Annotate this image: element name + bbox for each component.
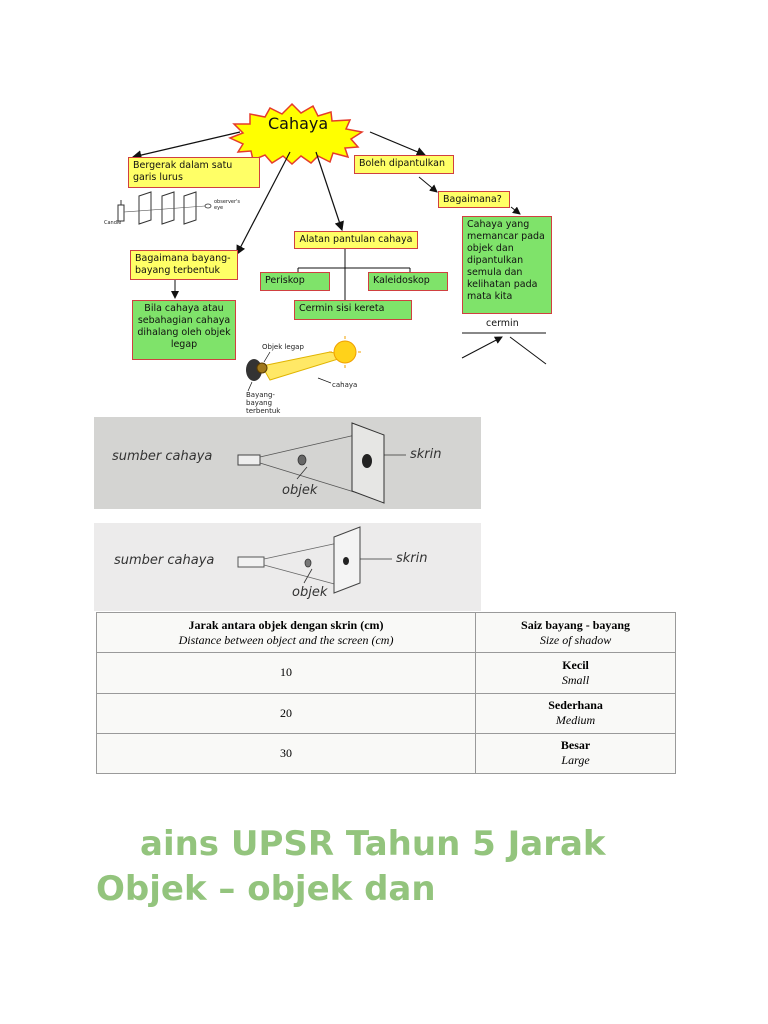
figure-2-screen-label: skrin — [396, 551, 428, 566]
distance-cell: 10 — [97, 653, 476, 693]
mirror-label: cermin — [486, 318, 519, 329]
eye-label: observer's eye — [214, 199, 241, 211]
concept-map — [0, 0, 768, 415]
node-straight-line: Bergerak dalam satu garis lurus — [128, 157, 260, 188]
node-reflect-answer: Cahaya yang memancar pada objek dan dipantulkan semula dan kelihatan pada mata kita — [462, 216, 552, 314]
candle-label: Candle — [104, 220, 122, 226]
figure-1-source-label: sumber cahaya — [112, 449, 213, 464]
cahaya-small-label: cahaya — [332, 381, 358, 389]
node-periskop: Periskop — [260, 272, 330, 291]
center-node-label: Cahaya — [268, 114, 329, 133]
size-cell: Kecil Small — [476, 653, 676, 693]
figure-2-object-label: objek — [292, 585, 328, 600]
figure-1-screen-label: skrin — [410, 447, 442, 462]
concept-map-lines — [0, 0, 768, 415]
shadow-figure-2 — [94, 523, 481, 611]
heading-text: ains UPSR Tahun 5 Jarak Objek – objek dan — [96, 824, 606, 909]
node-tools: Alatan pantulan cahaya — [294, 231, 418, 249]
page-heading — [96, 822, 696, 912]
table-row — [97, 693, 676, 733]
distance-cell: 20 — [97, 693, 476, 733]
table-header-row — [97, 613, 676, 653]
table-row — [97, 653, 676, 693]
distance-cell: 30 — [97, 733, 476, 773]
shadow-figure-1 — [94, 417, 481, 509]
bayang-label: Bayang-bayang terbentuk — [246, 391, 281, 415]
cahaya-starburst — [230, 104, 362, 164]
objek-legap-label: Objek legap — [262, 343, 304, 351]
figure-2-source-label: sumber cahaya — [114, 553, 215, 568]
node-side-mirror: Cermin sisi kereta — [294, 300, 412, 320]
header-distance: Jarak antara objek dengan skrin (cm) Distance between object and the screen (cm) — [97, 613, 476, 653]
node-how: Bagaimana? — [438, 191, 510, 208]
size-cell: Sederhana Medium — [476, 693, 676, 733]
node-reflectable: Boleh dipantulkan — [354, 155, 454, 174]
node-kaleidoskop: Kaleidoskop — [368, 272, 448, 291]
shadow-size-table — [96, 612, 676, 774]
node-how-shadow: Bagaimana bayang-bayang terbentuk — [130, 250, 238, 280]
table-row — [97, 733, 676, 773]
figure-1-object-label: objek — [282, 483, 318, 498]
node-shadow-answer: Bila cahaya atau sebahagian cahaya dihalang oleh objek legap — [132, 300, 236, 360]
header-size: Saiz bayang - bayang Size of shadow — [476, 613, 676, 653]
size-cell: Besar Large — [476, 733, 676, 773]
